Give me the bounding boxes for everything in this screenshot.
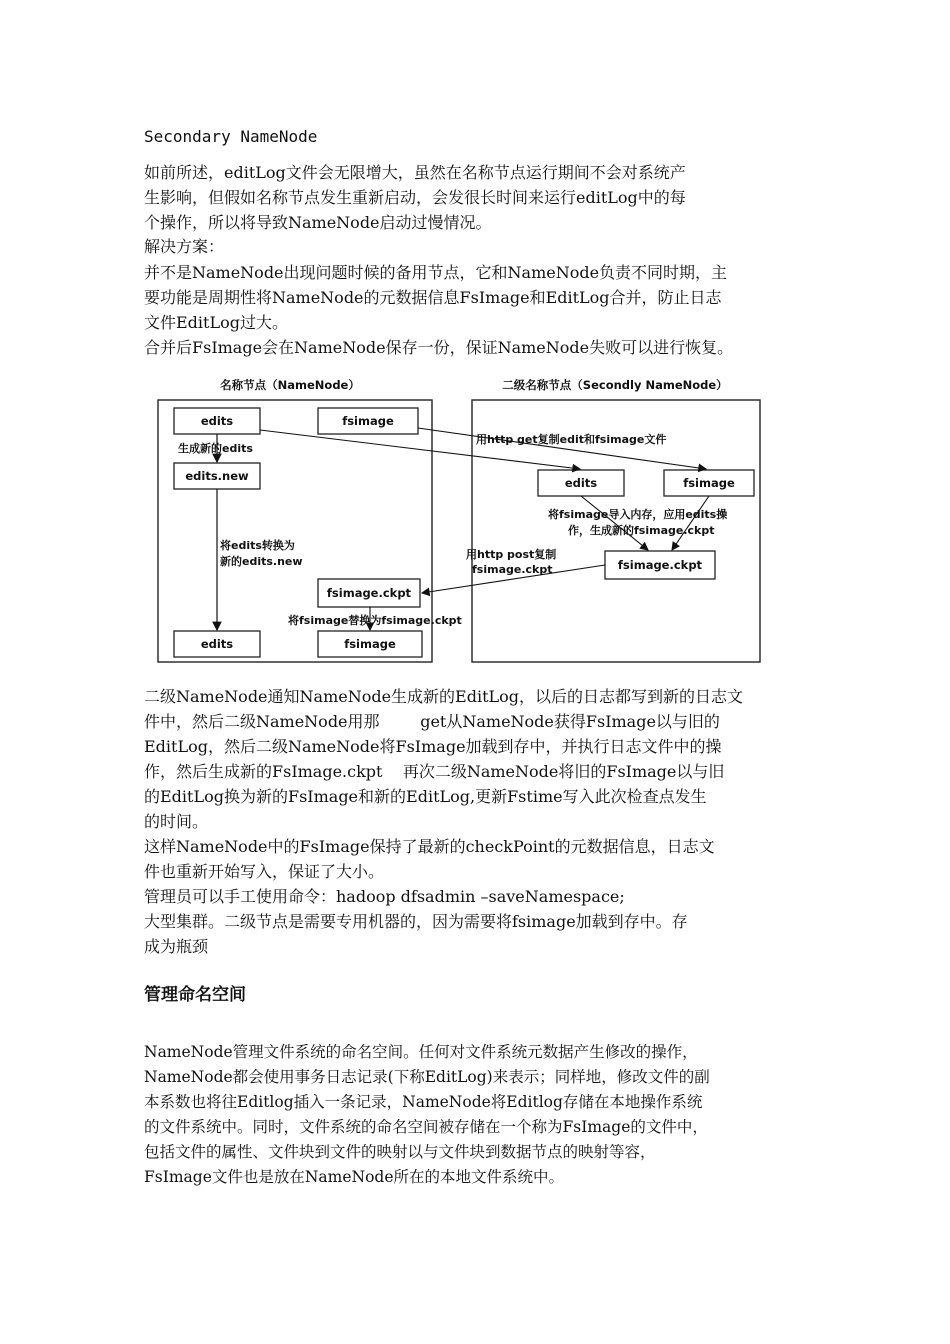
text-line: 解决方案：: [144, 237, 225, 256]
text-line: 包括文件的属性、文件块到文件的映射以与文件块到数据节点的映射等容，: [144, 1143, 656, 1161]
text-line: 合并后FsImage会在NameNode保存一份，保证NameNode失败可以进行恢复。: [144, 338, 734, 357]
text-line: NameNode管理文件系统的命名空间。任何对文件系统元数据产生修改的操作，: [144, 1043, 698, 1061]
text-line: 大型集群。二级节点是需要专用机器的，因为需要将fsimage加载到存中。存: [144, 912, 688, 931]
text-line: 二级NameNode通知NameNode生成新的EditLog，以后的日志都写到新的日志文: [144, 687, 744, 706]
text-line: 文件EditLog过大。: [144, 313, 288, 332]
text-line: 本系数也将往Editlog插入一条记录，NameNode将Editlog存储在本地操作系统: [144, 1093, 703, 1111]
box-fsimage-right-label: fsimage: [683, 476, 735, 490]
paragraph-checkpoint-process: [144, 684, 824, 834]
text-line: 管理员可以手工使用命令：hadoop dfsadmin –saveNamespace;: [144, 887, 625, 906]
text-line: 的文件系统中。同时，文件系统的命名空间被存储在一个称为FsImage的文件中，: [144, 1118, 708, 1136]
diagram-right-title: 二级名称节点（Secondly NameNode）: [502, 378, 728, 392]
box-edits-top-label: edits: [200, 414, 234, 428]
label-replace: 将fsimage替换为fsimage.ckpt: [288, 614, 462, 627]
text-line: 件中，然后二级NameNode用那 get从NameNode获得FsImage以与旧的: [144, 712, 720, 731]
text-line: 的时间。: [144, 812, 209, 831]
label-switch-line2: 新的edits.new: [220, 555, 303, 568]
arrow-fsimage-to-ckpt: [672, 496, 709, 550]
label-http-post-line1: 用http post复制: [466, 548, 557, 561]
box-fsimage-top-label: fsimage: [342, 414, 394, 428]
paragraph-secondary-role: [144, 260, 824, 335]
text-line: 生影响，但假如名称节点发生重新启动，会发很长时间来运行editLog中的每: [144, 188, 686, 207]
paragraph-solution-label: [144, 234, 824, 259]
checkpoint-diagram: [150, 372, 770, 672]
text-line: 要功能是周期性将NameNode的元数据信息FsImage和EditLog合并，防止日志: [144, 288, 722, 307]
text-line: 并不是NameNode出现问题时候的备用节点，它和NameNode负责不同时期，主: [144, 263, 728, 282]
arrow-edits-to-ckpt: [581, 496, 648, 550]
text-line: 作，然后生成新的FsImage.ckpt 再次二级NameNode将旧的FsImage以与旧: [144, 762, 725, 781]
label-http-post-line2: fsimage.ckpt: [472, 563, 553, 576]
label-switch-line1: 将edits转换为: [220, 539, 295, 552]
text-line: 个操作，所以将导致NameNode启动过慢情况。: [144, 213, 492, 232]
paragraph-manual-command: [144, 884, 824, 909]
paragraph-checkpoint-result: [144, 834, 824, 884]
paragraph-editlog-growth: [144, 160, 824, 235]
box-fsimage-bottom-label: fsimage: [344, 637, 396, 651]
text-line: 如前所述，editLog文件会无限增大，虽然在名称节点运行期间不会对系统产: [144, 163, 686, 182]
box-edits-right-label: edits: [564, 476, 598, 490]
box-edits-bottom-label: edits: [200, 637, 234, 651]
section-title-secondary-namenode: Secondary NameNode: [144, 127, 318, 146]
label-http-get: 用http get复制edit和fsimage文件: [476, 433, 667, 446]
text-line: FsImage文件也是放在NameNode所在的本地文件系统中。: [144, 1168, 565, 1186]
section-title-namespace: 管理命名空间: [144, 985, 246, 1005]
text-line: 件也重新开始写入，保证了大小。: [144, 862, 385, 881]
box-fsimage-ckpt-right-label: fsimage.ckpt: [617, 558, 703, 572]
label-import-line1: 将fsimage导入内存，应用edits操: [548, 508, 728, 521]
text-line: 这样NameNode中的FsImage保持了最新的checkPoint的元数据信息，日志文: [144, 837, 715, 856]
label-import-line2: 作，生成新的fsimage.ckpt: [568, 524, 715, 537]
text-line: 成为瓶颈: [144, 937, 209, 956]
label-new-edits: 生成新的edits: [178, 442, 253, 455]
box-edits-new-label: edits.new: [185, 469, 249, 483]
box-fsimage-ckpt-left-label: fsimage.ckpt: [326, 586, 412, 600]
text-line: EditLog，然后二级NameNode将FsImage加载到存中，并执行日志文件中的操: [144, 737, 722, 756]
diagram-left-title: 名称节点（NameNode）: [220, 378, 360, 392]
paragraph-namespace-management: [144, 1040, 824, 1190]
paragraph-merge-result: [144, 335, 824, 360]
text-line: NameNode都会使用事务日志记录(下称EditLog)来表示；同样地，修改文件的副: [144, 1068, 710, 1086]
paragraph-large-cluster: [144, 909, 824, 959]
text-line: 的EditLog换为新的FsImage和新的EditLog,更新Fstime写入此次检查点发生: [144, 787, 707, 806]
